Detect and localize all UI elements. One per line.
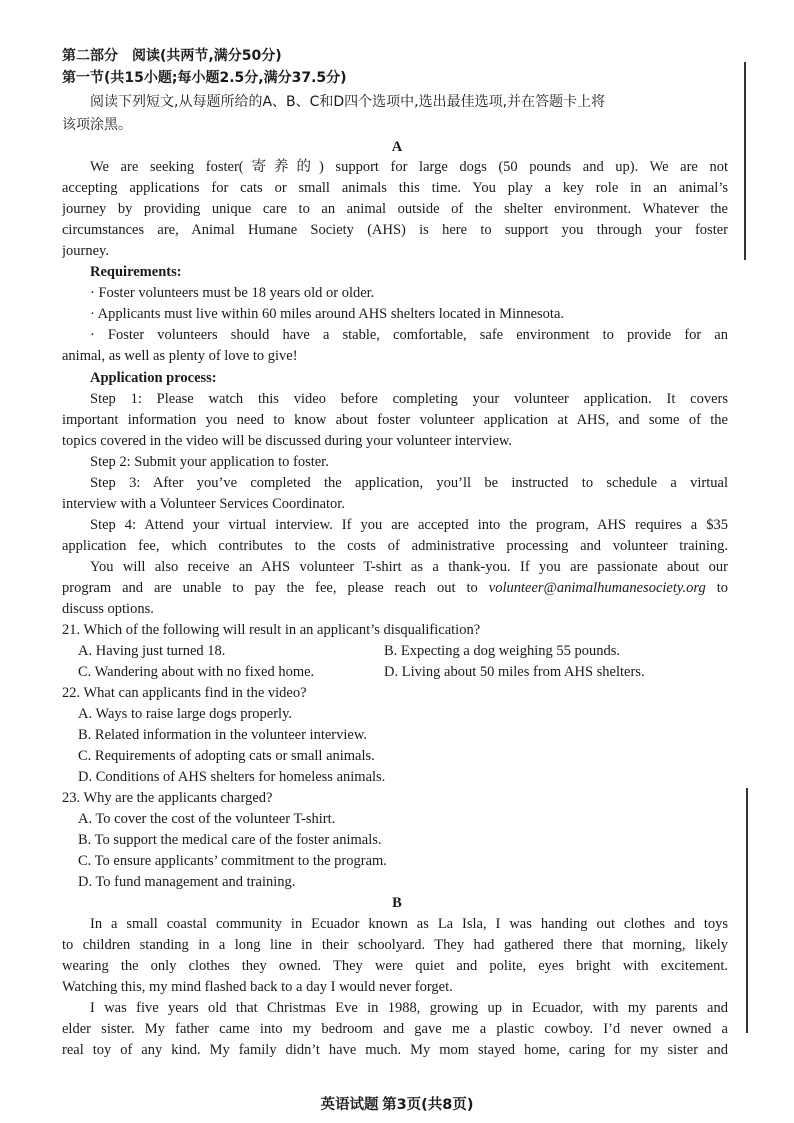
process-line: discuss options. xyxy=(62,601,154,617)
requirement-item: animal, as well as plenty of love to give! xyxy=(62,348,298,364)
passage-a-line: We are seeking foster(寄养的) support for large dogs (50 pounds and up). We are not xyxy=(90,159,728,175)
section-heading: 第一节(共15小题;每小题2.5分,满分37.5分) xyxy=(62,70,347,86)
option-21-c: C. Wandering about with no fixed home. xyxy=(78,664,315,680)
option-21-b: B. Expecting a dog weighing 55 pounds. xyxy=(384,643,621,659)
process-line: Step 3: After you’ve completed the application, you’ll be instructed to schedule a virtual xyxy=(90,475,728,491)
process-line: application fee, which contributes to the costs of administrative processing and volunteer training. xyxy=(62,538,728,554)
question-21-stem: 21. Which of the following will result in an applicant’s disqualification? xyxy=(62,622,481,638)
email-line xyxy=(62,578,728,599)
process-heading: Application process: xyxy=(90,370,217,386)
instruction-line-2: 该项涂黑。 xyxy=(62,117,132,133)
option-23-b: B. To support the medical care of the foster animals. xyxy=(78,832,382,848)
passage-b-line: In a small coastal community in Ecuador known as La Isla, I was handing out clothes and toys xyxy=(90,916,728,932)
margin-rule-bottom xyxy=(746,788,748,1033)
option-21-a: A. Having just turned 18. xyxy=(78,643,226,659)
passage-b-line: I was five years old that Christmas Eve in 1988, growing up in Ecuador, with my parents and xyxy=(90,1000,728,1016)
passage-b-line: to children standing in a long line in their schoolyard. They had gathered there that morning, likely xyxy=(62,937,728,953)
passage-a-line: circumstances are, Animal Humane Society (AHS) is here to support you through your foster xyxy=(62,222,728,238)
option-22-b: B. Related information in the volunteer interview. xyxy=(78,727,367,743)
passage-a-letter: A xyxy=(391,139,403,155)
passage-b-line: elder sister. My father came into my bedroom and gave me a plastic cowboy. I’d never owned a xyxy=(62,1021,728,1037)
option-22-c: C. Requirements of adopting cats or small animals. xyxy=(78,748,375,764)
option-23-d: D. To fund management and training. xyxy=(78,874,296,890)
requirement-item: · Foster volunteers must be 18 years old or older. xyxy=(90,285,375,301)
option-22-d: D. Conditions of AHS shelters for homeless animals. xyxy=(78,769,386,785)
passage-a-line: journey. xyxy=(62,243,109,259)
instruction-line-1: 阅读下列短文,从每题所给的A、B、C和D四个选项中,选出最佳选项,并在答题卡上将 xyxy=(90,94,606,110)
passage-b-letter: B xyxy=(392,895,402,911)
margin-rule-top xyxy=(744,62,746,260)
passage-b-line: real toy of any kind. My family didn’t have much. My mom stayed home, caring for my sister and xyxy=(62,1042,728,1058)
email-link[interactable]: volunteer@animalhumanesociety.org xyxy=(488,580,706,596)
footer-page-number: 第3页(共8页) xyxy=(382,1097,474,1113)
option-23-a: A. To cover the cost of the volunteer T-shirt. xyxy=(78,811,336,827)
requirement-item: · Foster volunteers should have a stable, comfortable, safe environment to provide for an xyxy=(90,327,728,343)
part-heading: 第二部分 阅读(共两节,满分50分) xyxy=(62,48,282,64)
option-23-c: C. To ensure applicants’ commitment to the program. xyxy=(78,853,387,869)
passage-b-line: Watching this, my mind flashed back to a day I would never forget. xyxy=(62,979,453,995)
email-line-suffix: to xyxy=(705,580,728,596)
process-line: topics covered in the video will be discussed during your volunteer interview. xyxy=(62,433,513,449)
process-line: interview with a Volunteer Services Coordinator. xyxy=(62,496,345,512)
question-22-stem: 22. What can applicants find in the video? xyxy=(62,685,307,701)
process-line: important information you need to know about foster volunteer application at AHS, and some of the xyxy=(62,412,728,428)
passage-b-line: wearing the only clothes they owned. They were quiet and polite, eyes bright with excitement. xyxy=(62,958,728,974)
requirements-heading: Requirements: xyxy=(90,264,182,280)
process-line: Step 1: Please watch this video before completing your volunteer application. It covers xyxy=(90,391,728,407)
footer-subject: 英语试题 xyxy=(320,1097,379,1113)
passage-a-line: accepting applications for cats or small animals this time. You play a key role in an animal’s xyxy=(62,180,728,196)
option-22-a: A. Ways to raise large dogs properly. xyxy=(78,706,293,722)
process-line: Step 2: Submit your application to foster. xyxy=(90,454,329,470)
option-21-d: D. Living about 50 miles from AHS shelters. xyxy=(384,664,645,680)
process-line: You will also receive an AHS volunteer T-shirt as a thank-you. If you are passionate about our xyxy=(90,559,728,575)
page-footer xyxy=(0,1093,794,1114)
question-23-stem: 23. Why are the applicants charged? xyxy=(62,790,273,806)
requirement-item: · Applicants must live within 60 miles around AHS shelters located in Minnesota. xyxy=(90,306,565,322)
email-line-prefix: program and are unable to pay the fee, please reach out to xyxy=(62,580,489,596)
passage-a-line: journey by providing unique care to an animal outside of the shelter environment. Whatever the xyxy=(62,201,728,217)
process-line: Step 4: Attend your virtual interview. If you are accepted into the program, AHS requires a $35 xyxy=(90,517,728,533)
